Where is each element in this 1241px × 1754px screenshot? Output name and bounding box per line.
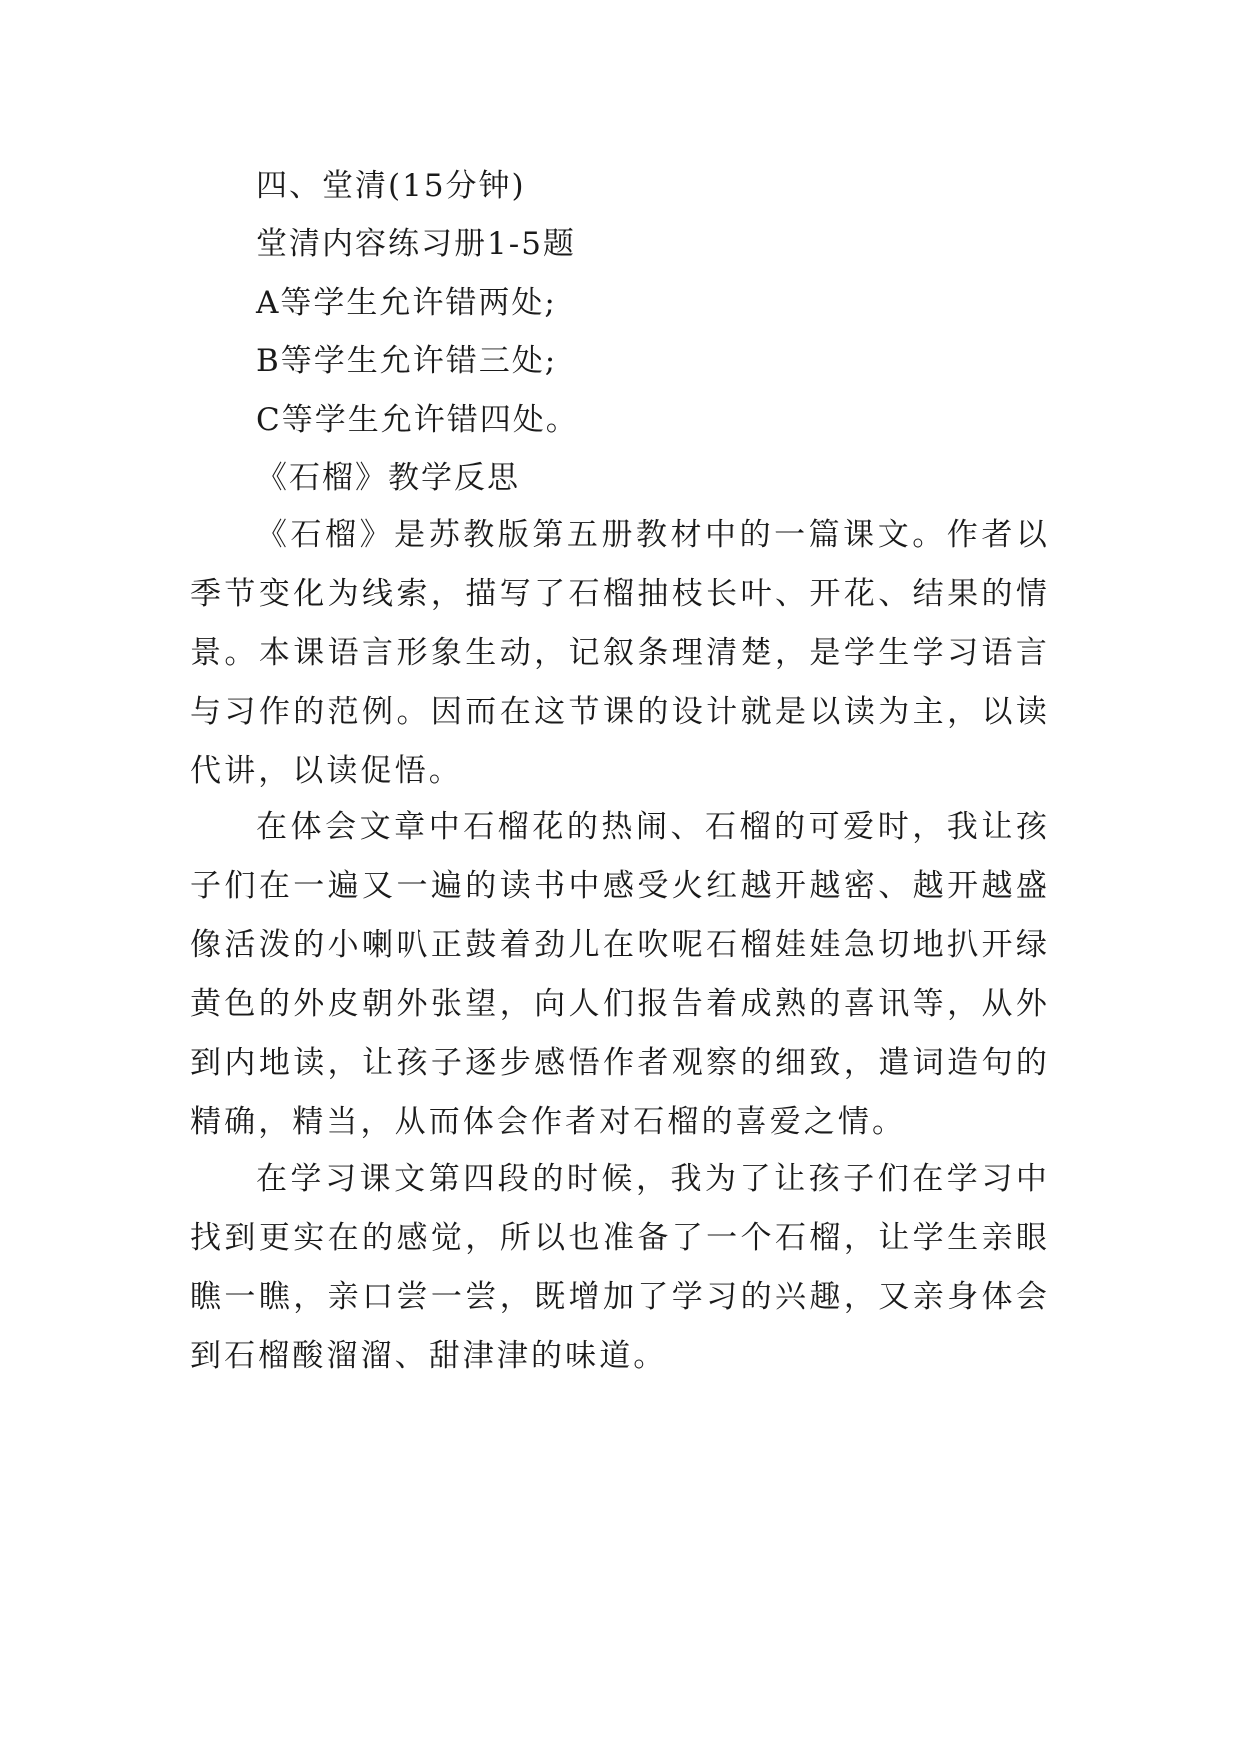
grade-rule-c: C等学生允许错四处。 <box>256 402 579 438</box>
paragraph-tasting: 在学习课文第四段的时候，我为了让孩子们在学习中找到更实在的感觉，所以也准备了一个石榴，让学生亲眼瞧一瞧，亲口尝一尝，既增加了学习的兴趣，又亲身体会到石榴酸溜溜、甜津津的味道。 <box>190 1161 1050 1374</box>
practice-line: 堂清内容练习册1-5题 <box>256 226 576 262</box>
paragraph-reading: 在体会文章中石榴花的热闹、石榴的可爱时，我让孩子们在一遍又一遍的读书中感受火红越开越密、越开越盛像活泼的小喇叭正鼓着劲儿在吹呢石榴娃娃急切地扒开绿黄色的外皮朝外张望，向人们报告着成熟的喜讯等，从外到内地读，让孩子逐步感悟作者观察的细致，遣词造句的精确，精当，从而体会作者对石榴的喜爱之情。 <box>190 809 1050 1140</box>
grade-rule-b: B等学生允许错三处; <box>256 343 558 379</box>
paragraph-intro: 《石榴》是苏教版第五册教材中的一篇课文。作者以季节变化为线索，描写了石榴抽枝长叶、开花、结果的情景。本课语言形象生动，记叙条理清楚，是学生学习语言与习作的范例。因而在这节课的设计就是以读为主，以读代讲，以读促悟。 <box>190 517 1050 789</box>
grade-rule-a: A等学生允许错两处; <box>256 285 557 321</box>
reflection-title: 《石榴》教学反思 <box>256 460 520 496</box>
section-header: 四、堂清(15分钟) <box>256 168 526 204</box>
